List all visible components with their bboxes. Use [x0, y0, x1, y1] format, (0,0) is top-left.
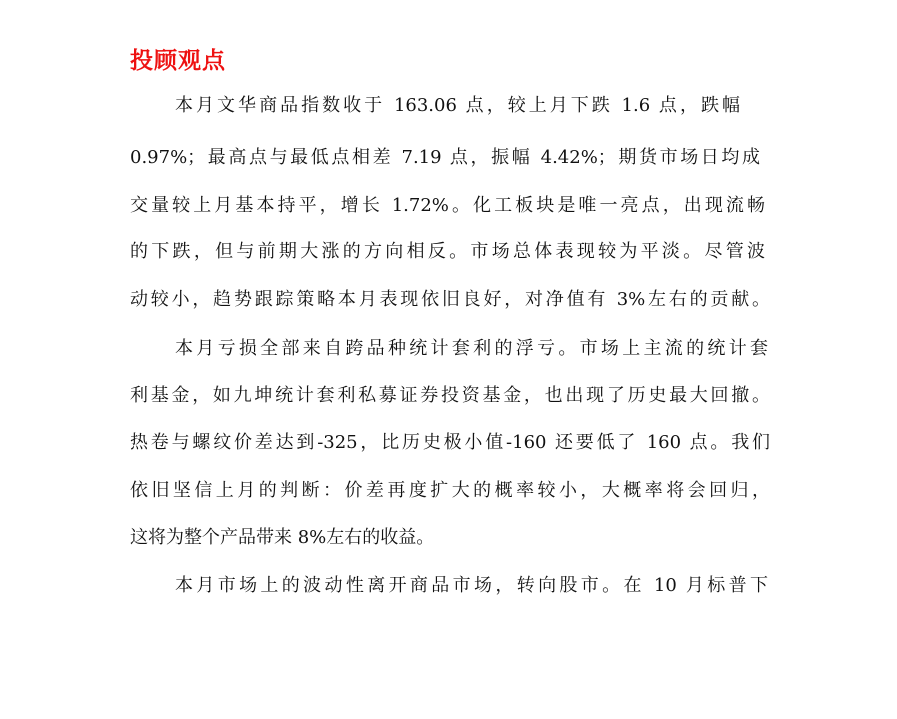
- paragraph-2-line-3: 热卷与螺纹价差达到-325，比历史极小值-160 还要低了 160 点。我们: [130, 432, 770, 453]
- paragraph-2-line-2: 利基金，如九坤统计套利私募证券投资基金，也出现了历史最大回撤。: [130, 385, 770, 406]
- paragraph-1-line-3: 交量较上月基本持平，增长 1.72%。化工板块是唯一亮点，出现流畅: [130, 195, 765, 216]
- paragraph-2-line-4: 依旧坚信上月的判断：价差再度扩大的概率较小，大概率将会回归，: [130, 480, 770, 501]
- paragraph-2-line-1: 本月亏损全部来自跨品种统计套利的浮亏。市场上主流的统计套: [175, 338, 768, 359]
- paragraph-1-line-5: 动较小，趋势跟踪策略本月表现依旧良好，对净值有 3%左右的贡献。: [130, 289, 770, 310]
- paragraph-1-line-2: 0.97%；最高点与最低点相差 7.19 点，振幅 4.42%；期货市场日均成: [130, 147, 760, 168]
- paragraph-1-line-1: 本月文华商品指数收于 163.06 点，较上月下跌 1.6 点，跌幅: [175, 95, 740, 116]
- paragraph-3-line-1: 本月市场上的波动性离开商品市场，转向股市。在 10 月标普下: [175, 575, 768, 596]
- paragraph-1-line-4: 的下跌，但与前期大涨的方向相反。市场总体表现较为平淡。尽管波: [130, 241, 765, 262]
- section-heading: 投顾观点: [130, 48, 226, 74]
- paragraph-2-line-5: 这将为整个产品带来 8%左右的收益。: [130, 527, 435, 548]
